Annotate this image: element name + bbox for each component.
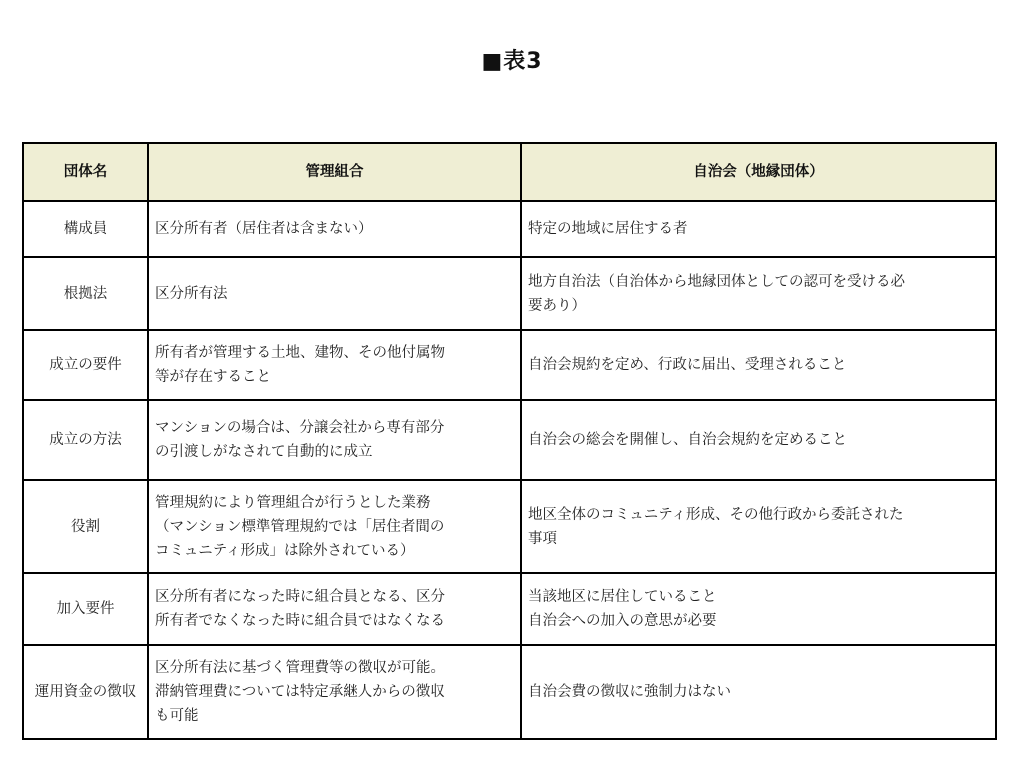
table-body: [23, 201, 996, 739]
table-row: [23, 201, 996, 257]
cell-line: 要あり）: [528, 297, 586, 314]
table-row: [23, 573, 996, 645]
jichikai-cell: [521, 257, 996, 330]
row-label-cell: 構成員: [23, 201, 148, 257]
jichikai-cell: [521, 400, 996, 480]
table-row: [23, 400, 996, 480]
kanri-cell: [148, 400, 521, 480]
kanri-cell: [148, 201, 521, 257]
cell-line: の引渡しがなされて自動的に成立: [155, 444, 373, 460]
jichikai-cell: [521, 480, 996, 573]
cell-line: 自治会規約を定め、行政に届出、受理されること: [528, 357, 847, 373]
cell-line: マンションの場合は、分譲会社から専有部分: [155, 420, 445, 436]
cell-line: 等が存在すること: [155, 369, 271, 385]
kanri-cell: [148, 330, 521, 400]
table-row: [23, 480, 996, 573]
cell-line: も可能: [155, 708, 199, 724]
jichikai-cell: [521, 573, 996, 645]
cell-line: 区分所有者（居住者は含まない）: [155, 221, 373, 237]
cell-line: 区分所有法: [155, 285, 228, 302]
table-row: [23, 330, 996, 400]
kanri-cell: [148, 257, 521, 330]
cell-line: 地方自治法（自治体から地縁団体としての認可を受ける必: [528, 273, 905, 290]
cell-line: 所有者でなくなった時に組合員ではなくなる: [155, 613, 445, 629]
kanri-cell: [148, 480, 521, 573]
table-row: [23, 645, 996, 739]
cell-line: 滞納管理費については特定承継人からの徴収: [155, 684, 445, 700]
cell-line: 自治会費の徴収に強制力はない: [528, 684, 731, 700]
table-header-row: [23, 143, 996, 201]
row-label-cell: 根拠法: [23, 257, 148, 330]
cell-line: 自治会への加入の意思が必要: [528, 613, 717, 629]
row-label-cell: 運用資金の徴収: [23, 645, 148, 739]
row-label-cell: 成立の方法: [23, 400, 148, 480]
cell-line: 所有者が管理する土地、建物、その他付属物: [155, 345, 445, 361]
header-cell-jichikai: 自治会（地縁団体）: [521, 143, 996, 201]
kanri-cell: [148, 573, 521, 645]
cell-line: 当該地区に居住していること: [528, 589, 717, 605]
kanri-cell: [148, 645, 521, 739]
cell-line: 区分所有者になった時に組合員となる、区分: [155, 589, 445, 605]
slide-title: ■表3: [481, 49, 543, 74]
cell-line: コミュニティ形成」は除外されている）: [155, 542, 415, 559]
cell-line: 区分所有法に基づく管理費等の徴収が可能。: [155, 660, 445, 676]
cell-line: 事項: [528, 530, 557, 547]
header-cell-kanri: 管理組合: [148, 143, 521, 201]
cell-line: 自治会の総会を開催し、自治会規約を定めること: [528, 432, 847, 448]
cell-line: 特定の地域に居住する者: [528, 221, 688, 237]
row-label-cell: 加入要件: [23, 573, 148, 645]
cell-line: （マンション標準管理規約では「居住者間の: [155, 518, 445, 535]
header-cell-label: 団体名: [23, 143, 148, 201]
cell-line: 管理規約により管理組合が行うとした業務: [155, 494, 431, 511]
cell-line: 地区全体のコミュニティ形成、その他行政から委託された: [528, 506, 904, 523]
jichikai-cell: [521, 201, 996, 257]
comparison-table: [22, 142, 997, 740]
jichikai-cell: [521, 330, 996, 400]
jichikai-cell: [521, 645, 996, 739]
row-label-cell: 役割: [23, 480, 148, 573]
row-label-cell: 成立の要件: [23, 330, 148, 400]
table-row: [23, 257, 996, 330]
